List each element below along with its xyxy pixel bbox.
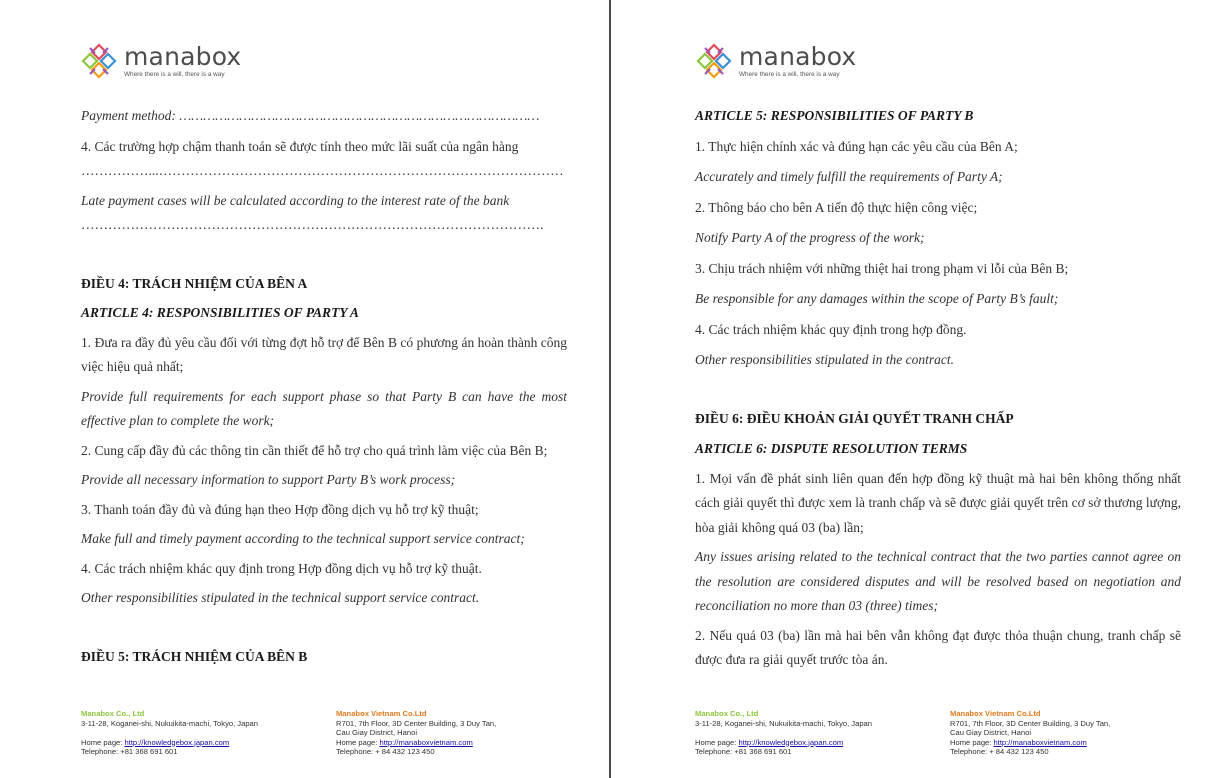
a5-item-4-en: Other responsibilities stipulated in the contract. [695, 352, 954, 367]
a5-item-1-en: Accurately and timely fulfill the requirements of Party A; [695, 169, 1003, 184]
late-payment-en-dots: …………………………………………………………………………………………. [81, 217, 544, 232]
footer-jp-company: Manabox Co., Ltd [81, 709, 145, 718]
logo-wordmark: manabox [124, 42, 242, 71]
footer-vn-address-1: R701, 7th Floor, 3D Center Building, 3 Duy Tan, [336, 718, 497, 728]
article-4-heading-en: ARTICLE 4: RESPONSIBILITIES OF PARTY A [81, 305, 359, 320]
document-page-right [611, 0, 1220, 778]
footer-jp-home-link[interactable]: http://knowledgebox.japan.com [124, 737, 230, 747]
document-page-left [0, 0, 609, 778]
a6-item-1-vn: 1. Mọi vấn đề phát sinh liên quan đến hợp đồng kỹ thuật mà hai bên không thống nhất cách giải quyết thì được xem là tranh chấp và sẽ được giải quyết trên cơ sở thương lượng, hòa giải không quá 03 (ba) lần; [695, 470, 1181, 535]
logo-wordmark: manabox [739, 42, 857, 71]
late-payment-en: Late payment cases will be calculated according to the interest rate of the bank [81, 192, 510, 208]
footer-jp-home-label: Home page: [81, 737, 125, 747]
footer-jp-homepage [81, 738, 321, 748]
logo-tagline: Where there is a will, there is a way [124, 71, 225, 78]
manabox-logo-icon [80, 42, 118, 80]
a6-item-1-en: Any issues arising related to the technical contract that the two parties cannot agree on the resolution are considered disputes and will be resolved based on negotiation and reconciliation no more than 03 (three) times; [695, 549, 1181, 613]
footer-jp-phone: Telephone: +81 368 691 601 [695, 747, 792, 756]
a4-item-4-en: Other responsibilities stipulated in the technical support service contract. [81, 590, 480, 605]
footer-vn-address-2: Cau Giay District, Hanoi [950, 728, 1032, 737]
footer-japan [695, 709, 935, 757]
a4-item-3-vn: 3. Thanh toán đầy đủ và đúng hạn theo Hợp đồng dịch vụ hỗ trợ kỹ thuật; [81, 501, 479, 517]
footer-jp-home-label: Home page: [695, 737, 739, 747]
article-6-heading-vn: ĐIỀU 6: ĐIỀU KHOẢN GIẢI QUYẾT TRANH CHẤP [695, 410, 1014, 426]
a4-item-1-en: Provide full requirements for each support phase so that Party B can have the most effective plan to complete the work; [81, 388, 567, 428]
footer-vn-homepage [336, 738, 586, 748]
footer-jp-phone: Telephone: +81 368 691 601 [81, 747, 178, 756]
footer-vn-company: Manabox Vietnam Co.Ltd [950, 709, 1041, 718]
article-5-heading-en: ARTICLE 5: RESPONSIBILITIES OF PARTY B [695, 108, 974, 123]
footer-vn-phone: Telephone: + 84 432 123 450 [950, 747, 1049, 756]
a5-item-3-en: Be responsible for any damages within the scope of Party B’s fault; [695, 291, 1059, 306]
left-body [81, 104, 567, 669]
a5-item-2-vn: 2. Thông báo cho bên A tiến độ thực hiện công việc; [695, 199, 978, 215]
footer-vn-phone: Telephone: + 84 432 123 450 [336, 747, 435, 756]
article-5-heading-vn: ĐIỀU 5: TRÁCH NHIỆM CỦA BÊN B [81, 648, 308, 664]
late-payment-vn: 4. Các trường hợp chậm thanh toán sẽ được tính theo mức lãi suất của ngân hàng [81, 138, 519, 154]
a4-item-2-vn: 2. Cung cấp đầy đủ các thông tin cần thiết để hỗ trợ cho quá trình làm việc của Bên B; [81, 442, 548, 458]
footer-vietnam [336, 709, 586, 757]
a4-item-2-en: Provide all necessary information to support Party B’s work process; [81, 472, 456, 487]
a6-item-2-vn: 2. Nếu quá 03 (ba) lần mà hai bên vẫn không đạt được thỏa thuận chung, tranh chấp sẽ được đưa ra giải quyết trước tòa án. [695, 627, 1181, 667]
right-body [695, 104, 1181, 673]
footer-jp-company: Manabox Co., Ltd [695, 709, 759, 718]
a5-item-3-vn: 3. Chịu trách nhiệm với những thiệt hai trong phạm vi lỗi của Bên B; [695, 260, 1069, 276]
footer-vn-address-2: Cau Giay District, Hanoi [336, 728, 418, 737]
footer-vn-address-1: R701, 7th Floor, 3D Center Building, 3 Duy Tan, [950, 718, 1111, 728]
a5-item-2-en: Notify Party A of the progress of the work; [695, 230, 925, 245]
footer-vn-home-label: Home page: [336, 737, 380, 747]
footer-vietnam [950, 709, 1200, 757]
footer-vn-homepage [950, 738, 1200, 748]
article-4-heading-vn: ĐIỀU 4: TRÁCH NHIỆM CỦA BÊN A [81, 275, 308, 291]
manabox-logo-icon [695, 42, 733, 80]
article-6-heading-en: ARTICLE 6: DISPUTE RESOLUTION TERMS [695, 441, 968, 456]
a4-item-3-en: Make full and timely payment according to the technical support service contract; [81, 531, 525, 546]
footer-jp-home-link[interactable]: http://knowledgebox.japan.com [738, 737, 844, 747]
logo-tagline: Where there is a will, there is a way [739, 71, 840, 78]
footer-jp-address: 3-11-28, Koganei-shi, Nukuikita-machi, Tokyo, Japan [695, 718, 872, 728]
footer-vn-home-link[interactable]: http://manaboxvietnam.com [379, 737, 473, 747]
footer-japan [81, 709, 321, 757]
late-payment-vn-dots: ……………...……………………………………………………………………………… [81, 163, 564, 178]
footer-vn-company: Manabox Vietnam Co.Ltd [336, 709, 427, 718]
footer-jp-homepage [695, 738, 935, 748]
a4-item-4-vn: 4. Các trách nhiệm khác quy định trong Hợp đồng dịch vụ hỗ trợ kỹ thuật. [81, 560, 482, 576]
a4-item-1-vn: 1. Đưa ra đầy đủ yêu cầu đối với từng đợt hỗ trợ để Bên B có phương án hoàn thành công việc hiệu quả nhất; [81, 334, 567, 374]
footer-vn-home-link[interactable]: http://manaboxvietnam.com [993, 737, 1087, 747]
payment-method-line: Payment method: ……………………………………………………………………………… [81, 108, 540, 123]
a5-item-4-vn: 4. Các trách nhiệm khác quy định trong hợp đồng. [695, 321, 967, 337]
footer-jp-address: 3-11-28, Koganei-shi, Nukuikita-machi, Tokyo, Japan [81, 718, 258, 728]
a5-item-1-vn: 1. Thực hiện chính xác và đúng hạn các yêu cầu của Bên A; [695, 138, 1018, 154]
footer-vn-home-label: Home page: [950, 737, 994, 747]
